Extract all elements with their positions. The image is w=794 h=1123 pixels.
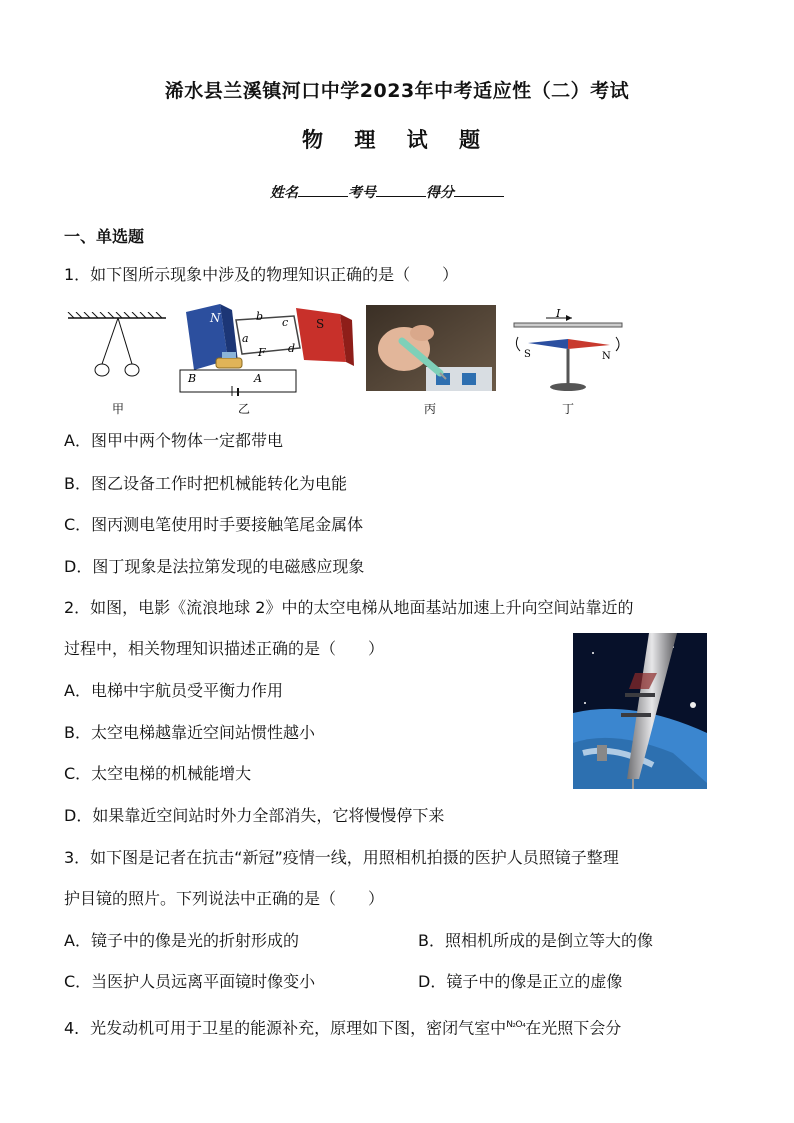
q2-space-elevator-image bbox=[573, 633, 707, 789]
q1-label-ding: 丁 bbox=[561, 402, 574, 416]
q1-option-b: B．图乙设备工作时把机械能转化为电能 bbox=[64, 474, 347, 493]
q1-option-d: D．图丁现象是法拉第发现的电磁感应现象 bbox=[64, 557, 365, 576]
exam-title: 浠水县兰溪镇河口中学2023年中考适应性（二）考试 bbox=[164, 80, 630, 102]
name-label: 姓名 bbox=[270, 185, 298, 201]
q3-option-a: A．镜子中的像是光的折射形成的 bbox=[64, 931, 299, 950]
fig-ding-letter-s: S bbox=[524, 349, 531, 360]
fig-yi-letter-bb: B bbox=[188, 372, 197, 385]
q2-stem-line1: 2．如图，电影《流浪地球 2》中的太空电梯从地面基站加速上升向空间站靠近的 bbox=[64, 598, 634, 617]
q1-figure-bing-photo bbox=[366, 305, 496, 391]
q4-stem-after: 在光照下会分 bbox=[525, 1018, 622, 1038]
q4-formula: N₂O₄ bbox=[506, 1020, 526, 1030]
fig-yi-letter-aa: A bbox=[254, 372, 262, 385]
q1-option-a: A．图甲中两个物体一定都带电 bbox=[64, 431, 283, 450]
fig-yi-letter-f: F bbox=[258, 346, 266, 359]
q4-stem bbox=[64, 1015, 621, 1038]
fig-ding-letter-i: I bbox=[556, 307, 561, 320]
score-label: 得分 bbox=[426, 185, 454, 201]
q2-option-a: A．电梯中宇航员受平衡力作用 bbox=[64, 681, 283, 700]
q1-figure-jia bbox=[64, 312, 172, 384]
fig-ding-letter-n: N bbox=[602, 351, 611, 362]
q3-stem-line1: 3．如下图是记者在抗击“新冠”疫情一线，用照相机拍摄的医护人员照镜子整理 bbox=[64, 848, 619, 867]
q1-figure-yi bbox=[176, 300, 356, 396]
fig-yi-letter-b: b bbox=[256, 310, 264, 323]
q1-figure-ding bbox=[510, 305, 626, 397]
student-info-line bbox=[270, 181, 504, 202]
fig-yi-letter-a: a bbox=[242, 332, 249, 345]
q2-option-b: B．太空电梯越靠近空间站惯性越小 bbox=[64, 723, 315, 742]
q3-option-b: B．照相机所成的是倒立等大的像 bbox=[418, 931, 653, 950]
q1-stem: 1．如下图所示现象中涉及的物理知识正确的是（ ） bbox=[64, 265, 459, 284]
q1-option-c: C．图丙测电笔使用时手要接触笔尾金属体 bbox=[64, 515, 364, 534]
exam-subtitle: 物 理 试 题 bbox=[302, 128, 492, 152]
q3-option-c: C．当医护人员远离平面镜时像变小 bbox=[64, 972, 316, 991]
score-blank[interactable] bbox=[454, 181, 504, 197]
fig-yi-letter-n: N bbox=[210, 311, 221, 325]
q1-label-jia: 甲 bbox=[111, 402, 124, 416]
q2-option-d: D．如果靠近空间站时外力全部消失，它将慢慢停下来 bbox=[64, 806, 445, 825]
fig-yi-letter-s: S bbox=[316, 317, 325, 331]
number-blank[interactable] bbox=[376, 181, 426, 197]
number-label: 考号 bbox=[348, 185, 376, 201]
fig-yi-letter-d: d bbox=[288, 342, 296, 355]
q3-option-d: D．镜子中的像是正立的虚像 bbox=[418, 972, 623, 991]
section-title: 一、单选题 bbox=[64, 227, 145, 246]
fig-yi-letter-c: c bbox=[282, 316, 289, 329]
q1-label-bing: 丙 bbox=[423, 402, 436, 416]
q4-stem-before: 4．光发动机可用于卫星的能源补充，原理如下图，密闭气室中 bbox=[64, 1018, 507, 1038]
q2-stem-line2: 过程中，相关物理知识描述正确的是（ ） bbox=[64, 639, 385, 658]
name-blank[interactable] bbox=[298, 181, 348, 197]
q1-label-yi: 乙 bbox=[237, 402, 250, 416]
q2-option-c: C．太空电梯的机械能增大 bbox=[64, 764, 252, 783]
q3-stem-line2: 护目镜的照片。下列说法中正确的是（ ） bbox=[64, 889, 385, 908]
